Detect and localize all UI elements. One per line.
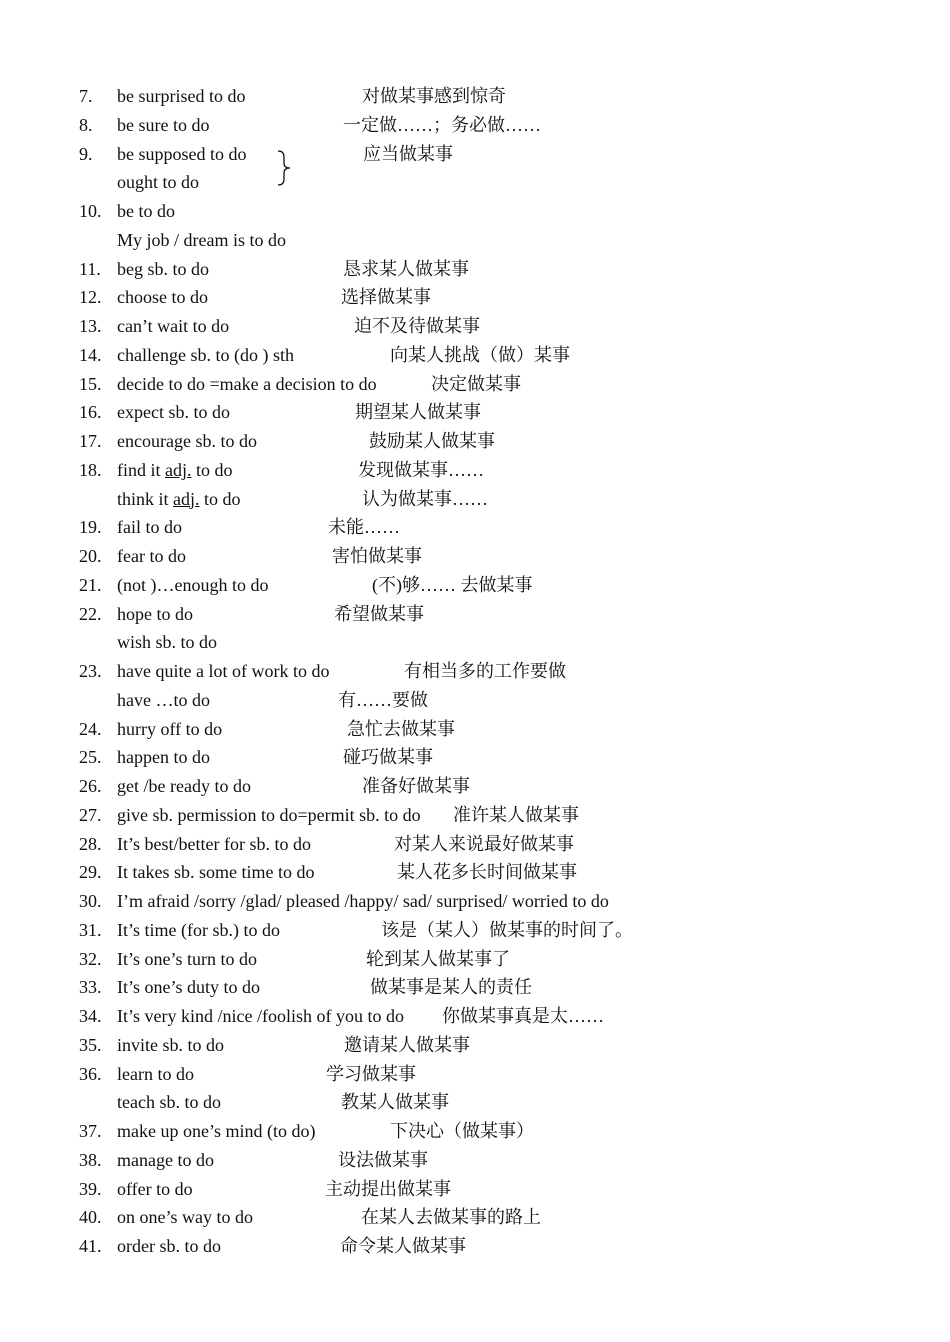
item-meaning: 设法做某事 xyxy=(338,1149,428,1170)
item-number: 7. xyxy=(79,86,93,106)
list-item xyxy=(0,1232,950,1261)
list-item xyxy=(0,370,950,399)
item-meaning: 该是（某人）做某事的时间了。 xyxy=(381,919,633,940)
list-item xyxy=(0,801,950,830)
item-meaning: 学习做某事 xyxy=(326,1063,416,1084)
item-number: 20. xyxy=(79,546,102,566)
item-phrase: happen to do xyxy=(117,747,210,768)
list-item xyxy=(0,686,950,715)
list-item xyxy=(0,341,950,370)
item-phrase: wish sb. to do xyxy=(117,632,218,653)
list-item xyxy=(0,398,950,427)
item-phrase: be to do xyxy=(117,201,175,221)
item-phrase: beg sb. to do xyxy=(117,258,209,279)
item-number: 25. xyxy=(79,747,102,768)
item-meaning: 主动提出做某事 xyxy=(325,1178,451,1199)
list-item xyxy=(0,1031,950,1060)
item-number: 35. xyxy=(79,1034,102,1055)
item-phrase: manage to do xyxy=(117,1149,214,1170)
item-number: 11. xyxy=(79,258,101,279)
item-meaning: 迫不及待做某事 xyxy=(354,316,480,336)
list-item xyxy=(0,628,950,657)
item-number: 37. xyxy=(79,1121,102,1141)
item-meaning: 准备好做某事 xyxy=(362,776,470,796)
item-meaning: 教某人做某事 xyxy=(341,1092,449,1113)
item-meaning: 认为做某事…… xyxy=(362,488,488,509)
item-number: 29. xyxy=(79,862,102,883)
item-phrase: get /be ready to do xyxy=(117,776,251,796)
item-meaning: 做某事是某人的责任 xyxy=(370,977,532,998)
list-item xyxy=(0,82,950,111)
list-item xyxy=(0,197,950,226)
item-meaning: 未能…… xyxy=(328,517,400,538)
item-number: 38. xyxy=(79,1149,102,1170)
item-phrase: find it adj. to do xyxy=(117,459,233,480)
list-item xyxy=(0,1002,950,1031)
list-item xyxy=(0,1060,950,1089)
item-meaning: 害怕做某事 xyxy=(332,546,422,566)
list-item xyxy=(0,830,950,859)
item-phrase: It takes sb. some time to do xyxy=(117,862,315,883)
item-phrase: be surprised to do xyxy=(117,86,246,106)
item-phrase: on one’s way to do xyxy=(117,1207,253,1228)
item-phrase: can’t wait to do xyxy=(117,316,230,336)
list-item xyxy=(0,283,950,312)
list-item xyxy=(0,168,950,197)
item-phrase: think it adj. to do xyxy=(117,488,241,509)
item-number: 19. xyxy=(79,517,102,538)
list-item xyxy=(0,858,950,887)
item-meaning: 发现做某事…… xyxy=(358,459,484,480)
item-number: 18. xyxy=(79,459,102,480)
item-number: 8. xyxy=(79,114,93,135)
item-number: 9. xyxy=(79,143,93,164)
item-number: 31. xyxy=(79,919,102,940)
item-meaning: 对做某事感到惊奇 xyxy=(362,86,506,106)
phrase-list xyxy=(0,82,950,1261)
item-phrase: encourage sb. to do xyxy=(117,431,257,451)
item-meaning: 恳求某人做某事 xyxy=(343,258,469,279)
item-phrase: give sb. permission to do=permit sb. to do xyxy=(117,804,421,825)
item-number: 12. xyxy=(79,287,102,308)
item-phrase: It’s one’s duty to do xyxy=(117,977,260,998)
list-item xyxy=(0,111,950,140)
item-phrase: It’s best/better for sb. to do xyxy=(117,833,311,854)
item-phrase: be supposed to do xyxy=(117,143,247,164)
item-phrase: be sure to do xyxy=(117,114,210,135)
list-item xyxy=(0,226,950,255)
list-item xyxy=(0,973,950,1002)
item-meaning: 向某人挑战（做）某事 xyxy=(390,344,570,365)
list-item xyxy=(0,657,950,686)
item-meaning: 鼓励某人做某事 xyxy=(369,431,495,451)
list-item xyxy=(0,1088,950,1117)
item-meaning: 有……要做 xyxy=(338,689,428,710)
item-number: 36. xyxy=(79,1063,102,1084)
list-item xyxy=(0,255,950,284)
item-phrase: decide to do =make a decision to do xyxy=(117,373,377,394)
item-phrase: choose to do xyxy=(117,287,208,308)
list-item xyxy=(0,1203,950,1232)
list-item xyxy=(0,513,950,542)
item-number: 22. xyxy=(79,603,102,624)
list-item xyxy=(0,916,950,945)
item-meaning: (不)够…… 去做某事 xyxy=(372,574,533,595)
item-meaning: 期望某人做某事 xyxy=(355,402,481,423)
item-phrase: learn to do xyxy=(117,1063,194,1084)
item-meaning: 你做某事真是太…… xyxy=(442,1006,604,1026)
item-number: 15. xyxy=(79,373,102,394)
item-meaning: 决定做某事 xyxy=(431,373,521,394)
list-item xyxy=(0,887,950,916)
list-item xyxy=(0,600,950,629)
item-meaning: 在某人去做某事的路上 xyxy=(361,1207,541,1228)
item-number: 14. xyxy=(79,344,102,365)
item-meaning: 下决心（做某事） xyxy=(390,1121,534,1141)
item-meaning: 应当做某事 xyxy=(363,143,453,164)
list-item xyxy=(0,743,950,772)
list-item xyxy=(0,945,950,974)
item-phrase: (not )…enough to do xyxy=(117,574,269,595)
item-phrase: My job / dream is to do xyxy=(117,229,286,250)
list-item xyxy=(0,542,950,571)
item-phrase: hurry off to do xyxy=(117,718,223,739)
item-meaning: 希望做某事 xyxy=(334,603,424,624)
item-meaning: 轮到某人做某事了 xyxy=(366,948,510,969)
item-meaning: 选择做某事 xyxy=(341,287,431,308)
item-meaning: 一定做……；务必做…… xyxy=(343,114,541,135)
item-meaning: 准许某人做某事 xyxy=(453,804,579,825)
item-phrase: It’s one’s turn to do xyxy=(117,948,257,969)
item-number: 27. xyxy=(79,804,102,825)
list-item xyxy=(0,571,950,600)
item-meaning: 碰巧做某事 xyxy=(343,747,433,768)
item-number: 33. xyxy=(79,977,102,998)
item-phrase: make up one’s mind (to do) xyxy=(117,1121,316,1141)
item-number: 10. xyxy=(79,201,102,221)
list-item xyxy=(0,312,950,341)
item-meaning: 某人花多长时间做某事 xyxy=(397,862,577,883)
list-item xyxy=(0,485,950,514)
list-item xyxy=(0,140,950,169)
item-phrase: It’s time (for sb.) to do xyxy=(117,919,280,940)
item-phrase: I’m afraid /sorry /glad/ pleased /happy/ sad/ surprised/ worried to do xyxy=(117,891,609,911)
item-meaning: 命令某人做某事 xyxy=(340,1236,466,1256)
item-number: 41. xyxy=(79,1236,102,1256)
item-phrase: offer to do xyxy=(117,1178,193,1199)
item-phrase: ought to do xyxy=(117,172,200,193)
item-number: 16. xyxy=(79,402,102,423)
item-number: 21. xyxy=(79,574,102,595)
list-item xyxy=(0,1175,950,1204)
item-phrase: expect sb. to do xyxy=(117,402,230,423)
item-phrase: teach sb. to do xyxy=(117,1092,221,1113)
item-meaning: 邀请某人做某事 xyxy=(344,1034,470,1055)
item-number: 24. xyxy=(79,718,102,739)
item-number: 23. xyxy=(79,661,102,681)
list-item xyxy=(0,427,950,456)
list-item xyxy=(0,715,950,744)
item-phrase: It’s very kind /nice /foolish of you to do xyxy=(117,1006,404,1026)
item-number: 28. xyxy=(79,833,102,854)
item-meaning: 有相当多的工作要做 xyxy=(404,661,566,681)
item-phrase: hope to do xyxy=(117,603,193,624)
item-phrase: fail to do xyxy=(117,517,182,538)
list-item xyxy=(0,1117,950,1146)
item-number: 32. xyxy=(79,948,102,969)
item-number: 34. xyxy=(79,1006,102,1026)
item-phrase: challenge sb. to (do ) sth xyxy=(117,344,294,365)
item-number: 40. xyxy=(79,1207,102,1228)
item-phrase: order sb. to do xyxy=(117,1236,221,1256)
list-item xyxy=(0,1146,950,1175)
item-meaning: 急忙去做某事 xyxy=(347,718,455,739)
list-item xyxy=(0,772,950,801)
item-number: 30. xyxy=(79,891,102,911)
list-item xyxy=(0,456,950,485)
right-brace-icon xyxy=(276,150,294,186)
item-phrase: fear to do xyxy=(117,546,186,566)
item-phrase: have quite a lot of work to do xyxy=(117,661,330,681)
item-number: 39. xyxy=(79,1178,102,1199)
item-phrase: invite sb. to do xyxy=(117,1034,224,1055)
item-number: 26. xyxy=(79,776,102,796)
item-number: 17. xyxy=(79,431,102,451)
item-phrase: have …to do xyxy=(117,689,210,710)
item-number: 13. xyxy=(79,316,102,336)
item-meaning: 对某人来说最好做某事 xyxy=(394,833,574,854)
